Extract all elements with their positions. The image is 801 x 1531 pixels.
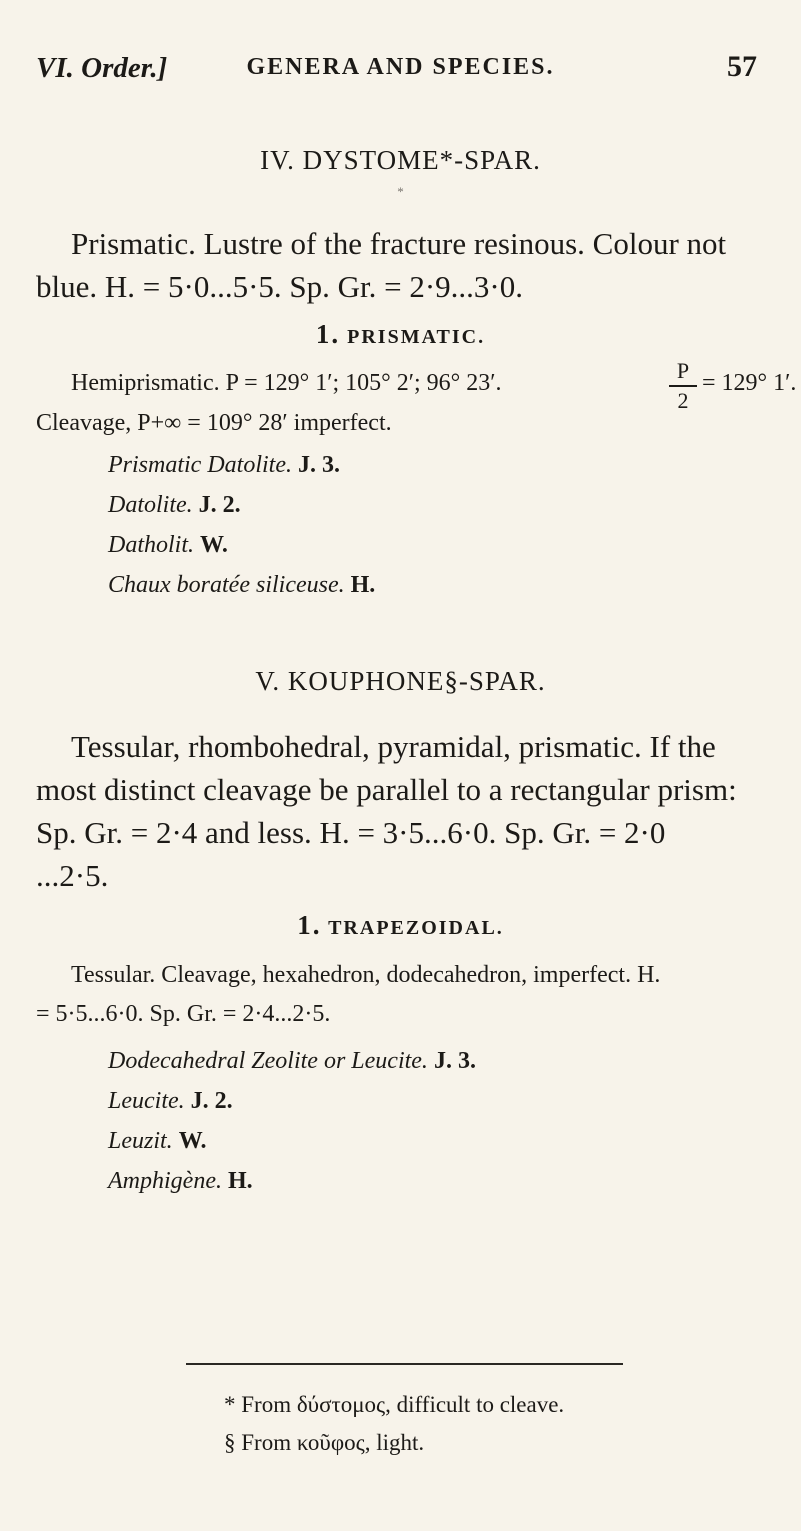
decorative-asterisk: * [397, 184, 404, 199]
species-description-line: = 5·5...6·0. Sp. Gr. = 2·4...2·5. [36, 1001, 331, 1027]
species-heading-label: PRISMATIC. [347, 326, 486, 348]
synonym-entry [108, 1128, 206, 1155]
section-description-line: ...2·5. [36, 858, 109, 893]
synonym-entry [108, 532, 228, 559]
synonym-reference: W. [178, 1128, 207, 1154]
species-number: 1. [315, 319, 341, 349]
synonym-reference: J. 2. [190, 1088, 233, 1114]
section-description-line: Prismatic. Lustre of the fracture resinous. Colour not [71, 226, 727, 261]
synonym-reference: H. [350, 572, 376, 598]
species-description-line-end: = 129° 1′. [702, 370, 797, 396]
section-description-line: most distinct cleavage be parallel to a rectangular prism: [36, 772, 737, 807]
synonym-reference: H. [227, 1168, 253, 1194]
synonym-entry [108, 492, 241, 519]
synonym-name: Leuzit. [108, 1128, 173, 1154]
synonym-name: Datholit. [108, 532, 195, 558]
synonym-name: Chaux boratée siliceuse. [108, 572, 345, 598]
synonym-entry [108, 1088, 233, 1115]
synonym-name: Leucite. [108, 1088, 185, 1114]
section-description-line: Sp. Gr. = 2·4 and less. H. = 3·5...6·0. Sp. Gr. = 2·0 [36, 815, 666, 850]
running-header-chapter: VI. Order.] [36, 52, 168, 84]
synonym-name: Prismatic Datolite. [108, 452, 292, 478]
synonym-entry [108, 572, 375, 599]
fraction-p-over-2 [669, 360, 697, 412]
species-number: 1. [297, 910, 322, 940]
section-title-dystome-spar: IV. DYSTOME*-SPAR. [260, 145, 541, 175]
synonym-name: Datolite. [108, 492, 193, 518]
footnote-dystome: * From δύστομος, difficult to cleave. [224, 1392, 565, 1417]
synonym-entry [108, 1168, 253, 1195]
species-heading-label: TRAPEZOIDAL. [328, 917, 504, 939]
footnote-divider [186, 1363, 623, 1365]
synonym-entry [108, 452, 340, 479]
species-description-line: Hemiprismatic. P = 129° 1′; 105° 2′; 96° 23′. [71, 370, 502, 396]
species-heading [0, 319, 801, 350]
section-description-line: blue. H. = 5·0...5·5. Sp. Gr. = 2·9...3·0. [36, 269, 524, 304]
synonym-reference: W. [200, 532, 228, 558]
running-header-title: GENERA AND SPECIES. [246, 54, 555, 80]
page-number: 57 [727, 50, 757, 83]
synonym-name: Dodecahedral Zeolite or Leucite. [108, 1048, 428, 1074]
section-title-kouphone-spar: V. KOUPHONE§-SPAR. [255, 666, 546, 696]
fraction-numerator: P [676, 358, 690, 383]
species-description-line: Cleavage, P+∞ = 109° 28′ imperfect. [36, 410, 392, 436]
section-description-line: Tessular, rhombohedral, pyramidal, prismatic. If the [71, 729, 716, 764]
species-heading [0, 910, 801, 941]
synonym-reference: J. 3. [297, 452, 340, 478]
footnote-kouphone: § From κοῦφος, light. [224, 1430, 425, 1455]
synonym-entry [108, 1048, 476, 1075]
species-description-line: Tessular. Cleavage, hexahedron, dodecahedron, imperfect. H. [71, 962, 661, 988]
fraction-bar [669, 385, 697, 387]
synonym-name: Amphigène. [108, 1168, 222, 1194]
synonym-reference: J. 2. [198, 492, 241, 518]
fraction-denominator: 2 [677, 387, 689, 413]
synonym-reference: J. 3. [433, 1048, 476, 1074]
